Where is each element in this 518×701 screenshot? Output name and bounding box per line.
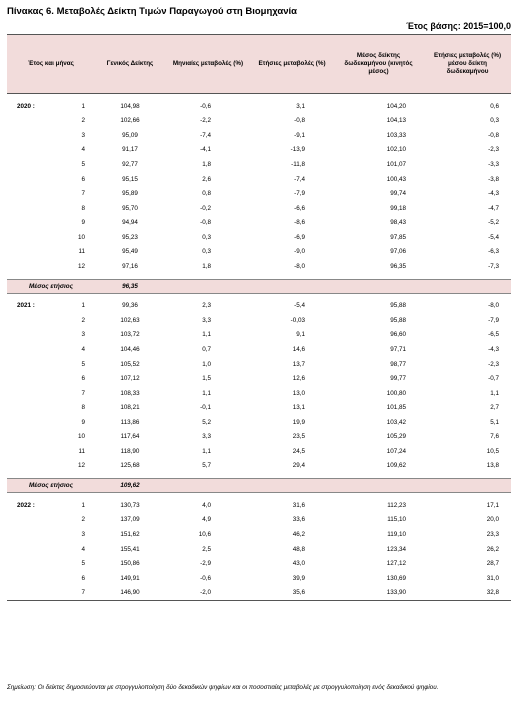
annual-change-average-cell: 28,7 [486,560,499,568]
moving-average-cell: 98,77 [390,360,406,368]
table-row [7,230,511,245]
annual-change-average-cell: -0,8 [488,131,499,139]
month-cell: 2 [81,117,85,125]
annual-change-cell: -13,9 [290,146,305,154]
annual-change-cell: 29,4 [292,462,305,470]
monthly-change-cell: 2,6 [202,175,211,183]
table-row [7,114,511,129]
annual-change-average-cell: 13,8 [486,462,499,470]
table-row [7,259,511,274]
general-index-cell: 91,17 [122,146,138,154]
monthly-change-cell: 5,7 [202,462,211,470]
annual-change-cell: -6,6 [294,204,305,212]
monthly-change-cell: 10,6 [198,530,211,538]
general-index-cell: 137,09 [120,516,140,524]
month-cell: 6 [81,375,85,383]
year-label [7,114,73,129]
annual-change-cell: 48,8 [292,545,305,553]
table-row [7,186,511,201]
year-label [7,585,73,600]
annual-change-average-cell: 20,0 [486,516,499,524]
table-row [7,513,511,528]
monthly-change-cell: 0,8 [202,190,211,198]
monthly-change-cell: 2,3 [202,302,211,310]
month-cell: 3 [81,131,85,139]
month-cell: 12 [77,262,85,270]
moving-average-cell: 105,29 [386,433,406,441]
moving-average-cell: 98,43 [390,219,406,227]
year-label [7,215,73,230]
table-row [7,400,511,415]
table-title: Πίνακας 6. Μεταβολές Δείκτη Τιμών Παραγωγού στη Βιομηχανία [7,6,298,17]
general-index-cell: 146,90 [95,585,165,600]
monthly-change-cell: 0,7 [202,345,211,353]
general-index-cell: 95,15 [122,175,138,183]
moving-average-cell: 96,60 [390,331,406,339]
table-row [7,571,511,586]
header-annual-change: Ετήσιες μεταβολές (%) [251,35,333,94]
monthly-change-cell: -4,1 [200,146,211,154]
moving-average-cell: 99,18 [390,204,406,212]
annual-change-cell: -0,8 [294,117,305,125]
month-cell: 1 [81,501,85,509]
annual-change-average-cell: -3,3 [488,160,499,168]
year-label [7,527,73,542]
table-row [7,215,511,230]
header-monthly-change: Μηνιαίες μεταβολές (%) [165,35,251,94]
empty-cell [333,479,424,493]
moving-average-cell: 127,12 [386,560,406,568]
month-cell: 1 [81,102,85,110]
month-cell: 8 [81,204,85,212]
annual-change-cell: -8,6 [294,219,305,227]
general-index-cell: 117,64 [120,433,140,441]
month-cell: 4 [81,146,85,154]
table-row [7,498,511,513]
year-label [7,259,73,274]
annual-change-average-cell: -8,0 [488,302,499,310]
year-label [7,172,73,187]
moving-average-cell: 112,23 [387,501,406,509]
general-index-cell: 95,49 [122,248,138,256]
year-label [7,313,73,328]
month-cell: 5 [81,160,85,168]
annual-change-cell: 24,5 [292,447,305,455]
header-period: Έτος και μήνας [7,35,95,94]
annual-mean-label: Μέσος ετήσιος [7,479,95,493]
table-row [7,299,511,314]
month-cell: 10 [77,433,85,441]
month-cell: 5 [81,560,85,568]
year-label [7,357,73,372]
monthly-change-cell: -0,2 [200,204,211,212]
annual-change-cell: 14,6 [292,345,305,353]
month-cell: 2 [81,316,85,324]
month-cell: 5 [81,360,85,368]
month-cell: 7 [81,190,85,198]
moving-average-cell: 101,07 [386,160,406,168]
table-row [7,444,511,459]
moving-average-cell: 130,69 [386,574,406,582]
annual-change-cell: -7,4 [294,175,305,183]
general-index-cell: 94,94 [122,219,138,227]
annual-change-cell: 13,0 [292,389,305,397]
table-row [7,542,511,557]
monthly-change-cell: -0,6 [200,102,211,110]
annual-change-cell: -9,1 [294,131,305,139]
annual-change-average-cell: -3,8 [488,175,499,183]
table-row [7,342,511,357]
annual-change-average-cell: 32,8 [424,585,511,600]
annual-change-cell: 19,9 [292,418,305,426]
moving-average-cell: 96,35 [390,262,406,270]
general-index-cell: 150,86 [120,560,140,568]
table-row [7,415,511,430]
annual-change-average-cell: -5,2 [488,219,499,227]
producer-price-index-table [7,34,511,601]
year-label [7,571,73,586]
year-label [7,386,73,401]
moving-average-cell: 133,90 [333,585,424,600]
annual-change-cell: -8,0 [294,262,305,270]
monthly-change-cell: 0,3 [202,248,211,256]
annual-mean-value: 96,35 [95,279,165,293]
monthly-change-cell: -7,4 [200,131,211,139]
general-index-cell: 104,98 [120,102,140,110]
general-index-cell: 102,63 [120,316,140,324]
annual-change-cell: 23,5 [292,433,305,441]
general-index-cell: 149,91 [120,574,140,582]
table-row [7,244,511,259]
general-index-cell: 130,73 [120,501,140,509]
moving-average-cell: 100,43 [386,175,406,183]
monthly-change-cell: -0,6 [200,574,211,582]
month-cell: 7 [81,389,85,397]
general-index-cell: 118,90 [120,447,140,455]
table-row [7,386,511,401]
year-label [7,128,73,143]
monthly-change-cell: 1,1 [202,331,211,339]
empty-cell [424,479,511,493]
annual-change-average-cell: 0,3 [490,117,499,125]
general-index-cell: 97,16 [122,262,138,270]
year-label [7,230,73,245]
moving-average-cell: 97,06 [390,248,406,256]
monthly-change-cell: 4,9 [202,516,211,524]
moving-average-cell: 100,80 [386,389,406,397]
monthly-change-cell: 5,2 [202,418,211,426]
year-label: 2020 : [17,102,35,110]
base-year-label: Έτος βάσης: 2015=100,0 [406,21,511,31]
month-cell: 3 [81,331,85,339]
moving-average-cell: 107,24 [386,447,406,455]
monthly-change-cell: 3,3 [202,316,211,324]
annual-change-cell: 39,9 [292,574,305,582]
annual-change-average-cell: -4,3 [488,190,499,198]
footnote: Σημείωση: Οι δείκτες δημοσιεύονται με στρογγυλοποίηση δύο δεκαδικών ψηφίων και οι ποσοστιαίες μεταβολές με στρογγυλοποίηση ενός δεκαδικού ψηφίου. [7,684,439,691]
empty-cell [251,279,333,293]
year-label [7,542,73,557]
annual-change-average-cell: 0,6 [490,102,499,110]
general-index-cell: 95,70 [122,204,138,212]
moving-average-cell: 119,10 [387,530,406,538]
moving-average-cell: 95,88 [390,316,406,324]
year-label: 2022 : [17,501,35,509]
general-index-cell: 151,62 [120,530,140,538]
monthly-change-cell: -2,0 [165,585,251,600]
month-cell: 6 [81,175,85,183]
year-label [7,513,73,528]
year-label [7,415,73,430]
annual-change-average-cell: -5,4 [488,233,499,241]
annual-change-average-cell: 26,2 [486,545,499,553]
year-label [7,157,73,172]
table-row [7,157,511,172]
table-row [7,172,511,187]
annual-change-average-cell: -7,3 [488,262,499,270]
annual-change-cell: -6,9 [294,233,305,241]
empty-cell [165,479,251,493]
moving-average-cell: 95,88 [390,302,406,310]
table-row [7,128,511,143]
general-index-cell: 104,46 [120,345,140,353]
table-row [7,357,511,372]
month-cell: 9 [81,219,85,227]
annual-mean-label: Μέσος ετήσιος [7,279,95,293]
annual-mean-row [7,479,511,493]
table-row [7,313,511,328]
monthly-change-cell: 1,1 [202,389,211,397]
year-label [7,556,73,571]
moving-average-cell: 101,85 [386,404,406,412]
table-row [7,459,511,474]
annual-change-cell: -7,9 [294,190,305,198]
table-row [7,429,511,444]
table-row [7,143,511,158]
month-cell: 11 [78,248,85,256]
year-label [7,459,73,474]
moving-average-cell: 99,77 [390,375,406,383]
year-label [7,400,73,415]
annual-change-cell: -0,03 [290,316,305,324]
month-cell: 10 [77,233,85,241]
monthly-change-cell: -0,8 [200,219,211,227]
moving-average-cell: 115,10 [387,516,406,524]
monthly-change-cell: 3,3 [202,433,211,441]
year-label [7,429,73,444]
general-index-cell: 95,23 [122,233,138,241]
annual-change-average-cell: -6,3 [488,248,499,256]
general-index-cell: 92,77 [122,160,138,168]
annual-change-cell: 35,6 [251,585,333,600]
table-row [7,99,511,114]
month-cell: 1 [81,302,85,310]
monthly-change-cell: 2,5 [202,545,211,553]
general-index-cell: 108,33 [120,389,140,397]
empty-cell [251,479,333,493]
annual-change-average-cell: -4,7 [488,204,499,212]
annual-change-average-cell: 7,6 [490,433,499,441]
annual-change-average-cell: 1,1 [490,389,499,397]
year-label [7,201,73,216]
year-label [7,328,73,343]
year-label [7,186,73,201]
monthly-change-cell: 1,1 [202,447,211,455]
annual-change-cell: 3,1 [296,102,305,110]
header-moving-average: Μέσος δείκτης δωδεκαμήνου (κινητός μέσος) [333,35,424,94]
general-index-cell: 95,09 [122,131,138,139]
general-index-cell: 102,66 [120,117,140,125]
annual-change-cell: -5,4 [294,302,305,310]
month-cell: 9 [81,418,85,426]
moving-average-cell: 97,85 [390,233,406,241]
table-header-row [7,35,511,94]
year-label [7,444,73,459]
monthly-change-cell: 1,8 [202,262,211,270]
monthly-change-cell: -0,1 [200,404,211,412]
general-index-cell: 99,36 [122,302,138,310]
annual-change-cell: 13,1 [292,404,305,412]
table-row [7,556,511,571]
month-cell: 6 [81,574,85,582]
empty-cell [333,279,424,293]
moving-average-cell: 99,74 [390,190,406,198]
monthly-change-cell: 1,0 [202,360,211,368]
annual-change-cell: -9,0 [294,248,305,256]
month-cell: 2 [81,516,85,524]
table-body [7,94,511,601]
annual-mean-value: 109,62 [95,479,165,493]
year-label [7,244,73,259]
month-cell: 4 [81,345,85,353]
empty-cell [424,279,511,293]
month-cell: 4 [81,545,85,553]
header-general-index: Γενικός Δείκτης [95,35,165,94]
annual-change-average-cell: -0,7 [488,375,499,383]
table-row [7,371,511,386]
annual-change-average-cell: -2,3 [488,146,499,154]
month-cell: 7 [73,585,95,600]
monthly-change-cell: -2,9 [200,560,211,568]
year-label [7,371,73,386]
month-cell: 12 [77,462,85,470]
table-row [7,328,511,343]
annual-mean-row [7,279,511,293]
moving-average-cell: 104,13 [386,117,406,125]
annual-change-cell: 9,1 [296,331,305,339]
moving-average-cell: 103,42 [386,418,406,426]
annual-change-average-cell: 31,0 [486,574,499,582]
annual-change-average-cell: 23,3 [486,530,499,538]
annual-change-cell: 31,6 [292,501,305,509]
annual-change-average-cell: -2,3 [488,360,499,368]
empty-cell [165,279,251,293]
annual-change-average-cell: -7,9 [488,316,499,324]
monthly-change-cell: 1,5 [202,375,211,383]
monthly-change-cell: 4,0 [202,501,211,509]
table-row [7,527,511,542]
moving-average-cell: 123,34 [386,545,406,553]
month-cell: 3 [81,530,85,538]
header-annual-change-average: Ετήσιες μεταβολές (%) μέσου δείκτη δωδεκαμήνου [424,35,511,94]
annual-change-cell: 46,2 [292,530,305,538]
general-index-cell: 105,52 [120,360,140,368]
table-row [7,585,511,600]
annual-change-cell: -11,8 [291,160,305,168]
year-label: 2021 : [17,302,35,310]
annual-change-cell: 43,0 [292,560,305,568]
general-index-cell: 113,86 [120,418,140,426]
general-index-cell: 95,89 [122,190,138,198]
moving-average-cell: 104,20 [386,102,406,110]
moving-average-cell: 97,71 [390,345,406,353]
general-index-cell: 125,68 [120,462,140,470]
monthly-change-cell: -2,2 [200,117,211,125]
month-cell: 11 [78,447,85,455]
month-cell: 8 [81,404,85,412]
moving-average-cell: 109,62 [386,462,406,470]
annual-change-average-cell: -4,3 [488,345,499,353]
general-index-cell: 103,72 [120,331,140,339]
annual-change-average-cell: 2,7 [490,404,499,412]
annual-change-cell: 13,7 [292,360,305,368]
annual-change-average-cell: 5,1 [490,418,499,426]
year-label [7,342,73,357]
monthly-change-cell: 0,3 [202,233,211,241]
monthly-change-cell: 1,8 [202,160,211,168]
general-index-cell: 108,21 [120,404,140,412]
moving-average-cell: 103,33 [386,131,406,139]
annual-change-average-cell: 10,5 [486,447,499,455]
general-index-cell: 155,41 [120,545,140,553]
annual-change-average-cell: 17,1 [486,501,499,509]
annual-change-cell: 33,6 [292,516,305,524]
table-row [7,201,511,216]
moving-average-cell: 102,10 [386,146,406,154]
annual-change-average-cell: -6,5 [488,331,499,339]
annual-change-cell: 12,6 [292,375,305,383]
general-index-cell: 107,12 [120,375,140,383]
year-label [7,143,73,158]
